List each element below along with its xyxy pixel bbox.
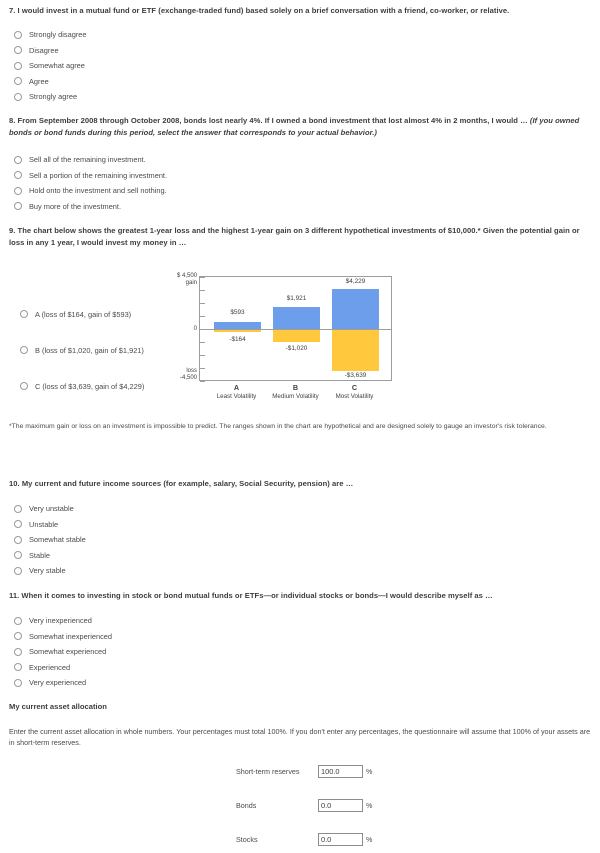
radio-icon[interactable]: [20, 310, 28, 318]
volatility-bar-chart: [160, 268, 400, 398]
bar-c-gain: [332, 289, 379, 329]
y-axis-zero-label: 0: [193, 326, 197, 332]
radio-icon[interactable]: [14, 567, 22, 575]
option-strongly-agree[interactable]: [14, 89, 87, 105]
question-9-text: 9. The chart below shows the greatest 1-year loss and the highest 1-year gain on 3 different hypothetical investments of $10,000.* Given the potential gain or loss in any 1 year, I would invest my money in …: [9, 226, 580, 247]
radio-icon[interactable]: [14, 156, 22, 164]
option-label: Sell a portion of the remaining investment.: [29, 170, 168, 180]
y-axis-top-label: [160, 273, 197, 286]
y-axis-tick: [200, 342, 205, 343]
option-somewhat-experienced[interactable]: [14, 644, 112, 660]
question-8-text: [9, 115, 593, 139]
category-a-label: [206, 383, 267, 400]
radio-icon[interactable]: [14, 632, 22, 640]
radio-icon[interactable]: [14, 62, 22, 70]
chart-footnote: *The maximum gain or loss on an investment is impossible to predict. The ranges shown in the chart are hypothetical and are designed solely to gauge an investor's risk tolerance.: [9, 423, 547, 430]
option-label: Very experienced: [29, 678, 87, 688]
question-8-main: 8. From September 2008 through October 2008, bonds lost nearly 4%. If I owned a bond investment that lost almost 4% in 2 months, I would …: [9, 116, 530, 125]
radio-icon[interactable]: [14, 536, 22, 544]
option-stable[interactable]: [14, 548, 86, 564]
option-experienced[interactable]: [14, 660, 112, 676]
option-label: Agree: [29, 76, 49, 86]
category-a-name: A: [233, 383, 240, 392]
bonds-input[interactable]: [318, 799, 363, 812]
option-agree[interactable]: [14, 74, 87, 90]
y-axis-tick: [200, 316, 205, 317]
option-disagree[interactable]: [14, 43, 87, 59]
category-c-name: C: [351, 383, 358, 392]
y-axis-tick: [200, 303, 205, 304]
allocation-label: Stocks: [236, 835, 258, 844]
option-investment-b[interactable]: [20, 332, 144, 368]
radio-icon[interactable]: [14, 202, 22, 210]
bar-a-loss-label: -$164: [229, 336, 246, 343]
bar-c-gain-label: $4,229: [345, 278, 366, 285]
option-label: Disagree: [29, 45, 59, 55]
allocation-row-stocks: [236, 833, 372, 846]
allocation-row-bonds: [236, 799, 372, 812]
option-label: Experienced: [29, 662, 71, 672]
y-axis-bottom-label: [160, 368, 197, 381]
y-axis-bottom-sub: loss: [186, 368, 197, 374]
option-investment-c[interactable]: [20, 368, 144, 404]
option-label: Sell all of the remaining investment.: [29, 155, 146, 165]
asset-allocation-description: Enter the current asset allocation in whole numbers. Your percentages must total 100%. If you don't enter any percentages, the questionnaire will assume that 100% of your assets are in short-term reserves.: [9, 727, 591, 748]
radio-icon[interactable]: [14, 648, 22, 656]
bar-b-gain: [273, 307, 320, 329]
question-11-options: [14, 613, 112, 691]
radio-icon[interactable]: [14, 93, 22, 101]
allocation-label: Short-term reserves: [236, 767, 300, 776]
question-7-text: 7. I would invest in a mutual fund or ETF (exchange-traded fund) based solely on a brief conversation with a friend, co-worker, or relative.: [9, 6, 510, 15]
radio-icon[interactable]: [14, 77, 22, 85]
percent-symbol: %: [366, 835, 373, 844]
radio-icon[interactable]: [14, 187, 22, 195]
question-7-options: [14, 27, 87, 105]
radio-icon[interactable]: [20, 382, 28, 390]
percent-symbol: %: [366, 801, 373, 810]
option-label: Stable: [29, 550, 50, 560]
option-label: B (loss of $1,020, gain of $1,921): [35, 345, 144, 355]
question-10-text: 10. My current and future income sources (for example, salary, Social Security, pension) are …: [9, 479, 354, 488]
radio-icon[interactable]: [14, 617, 22, 625]
option-label: Very inexperienced: [29, 616, 92, 626]
question-9-options: [20, 296, 144, 404]
option-somewhat-inexperienced[interactable]: [14, 629, 112, 645]
option-investment-a[interactable]: [20, 296, 144, 332]
chart-plot-area: [199, 276, 392, 381]
category-b-name: B: [292, 383, 299, 392]
bar-a-loss: [214, 330, 261, 332]
asset-allocation-heading: My current asset allocation: [9, 702, 107, 711]
option-label: Strongly disagree: [29, 30, 87, 40]
option-label: C (loss of $3,639, gain of $4,229): [35, 381, 145, 391]
radio-icon[interactable]: [14, 551, 22, 559]
option-sell-portion[interactable]: [14, 168, 167, 184]
y-axis-bottom-value: -4,500: [179, 374, 197, 381]
category-c-label: [324, 383, 385, 400]
option-label: Somewhat inexperienced: [29, 631, 112, 641]
allocation-row-short-term-reserves: [236, 765, 372, 778]
option-label: Hold onto the investment and sell nothing.: [29, 186, 167, 196]
option-sell-all[interactable]: [14, 152, 167, 168]
category-c-sub: Most Volatility: [335, 393, 374, 400]
option-very-unstable[interactable]: [14, 501, 86, 517]
bar-a-gain: [214, 322, 261, 329]
y-axis-tick: [200, 290, 205, 291]
short-term-reserves-input[interactable]: [318, 765, 363, 778]
option-unstable[interactable]: [14, 517, 86, 533]
y-axis-tick: [200, 355, 205, 356]
radio-icon[interactable]: [14, 520, 22, 528]
option-label: Somewhat stable: [29, 535, 86, 545]
option-label: Unstable: [29, 519, 59, 529]
radio-icon[interactable]: [14, 46, 22, 54]
allocation-label: Bonds: [236, 801, 257, 810]
percent-symbol: %: [366, 767, 373, 776]
radio-icon[interactable]: [14, 171, 22, 179]
option-label: Very unstable: [29, 504, 74, 514]
y-axis-tick: [200, 368, 205, 369]
option-label: Strongly agree: [29, 92, 78, 102]
bar-c-loss-label: -$3,639: [344, 372, 367, 379]
question-8-options: [14, 152, 167, 214]
stocks-input[interactable]: [318, 833, 363, 846]
option-very-inexperienced[interactable]: [14, 613, 112, 629]
option-buy-more[interactable]: [14, 199, 167, 215]
radio-icon[interactable]: [14, 505, 22, 513]
question-8-italic-note: (If you owned bonds or bond funds during this period, select the answer that corresponds to your actual behavior.): [9, 116, 580, 137]
option-very-stable[interactable]: [14, 563, 86, 579]
category-a-sub: Least Volatility: [216, 393, 257, 400]
radio-icon[interactable]: [20, 346, 28, 354]
question-11-text: 11. When it comes to investing in stock or bond mutual funds or ETFs—or individual stocks or bonds—I would describe myself as …: [9, 591, 493, 600]
y-axis-tick: [200, 381, 205, 382]
option-label: Buy more of the investment.: [29, 201, 122, 211]
radio-icon[interactable]: [14, 679, 22, 687]
option-label: A (loss of $164, gain of $593): [35, 309, 132, 319]
option-somewhat-agree[interactable]: [14, 58, 87, 74]
radio-icon[interactable]: [14, 31, 22, 39]
option-somewhat-stable[interactable]: [14, 532, 86, 548]
bar-c-loss: [332, 330, 379, 371]
option-label: Very stable: [29, 566, 66, 576]
y-axis-tick: [200, 277, 205, 278]
category-b-label: [265, 383, 326, 400]
option-label: Somewhat agree: [29, 61, 85, 71]
y-axis-top-sub: gain: [185, 279, 197, 286]
category-b-sub: Medium Volatility: [272, 393, 319, 400]
radio-icon[interactable]: [14, 663, 22, 671]
bar-b-gain-label: $1,921: [286, 295, 307, 302]
bar-b-loss: [273, 330, 320, 342]
option-label: Somewhat experienced: [29, 647, 107, 657]
y-axis-top-value: $ 4,500: [176, 273, 197, 279]
bar-a-gain-label: $593: [230, 309, 245, 316]
bar-b-loss-label: -$1,020: [285, 345, 308, 352]
option-strongly-disagree[interactable]: [14, 27, 87, 43]
question-10-options: [14, 501, 86, 579]
option-hold[interactable]: [14, 183, 167, 199]
option-very-experienced[interactable]: [14, 675, 112, 691]
